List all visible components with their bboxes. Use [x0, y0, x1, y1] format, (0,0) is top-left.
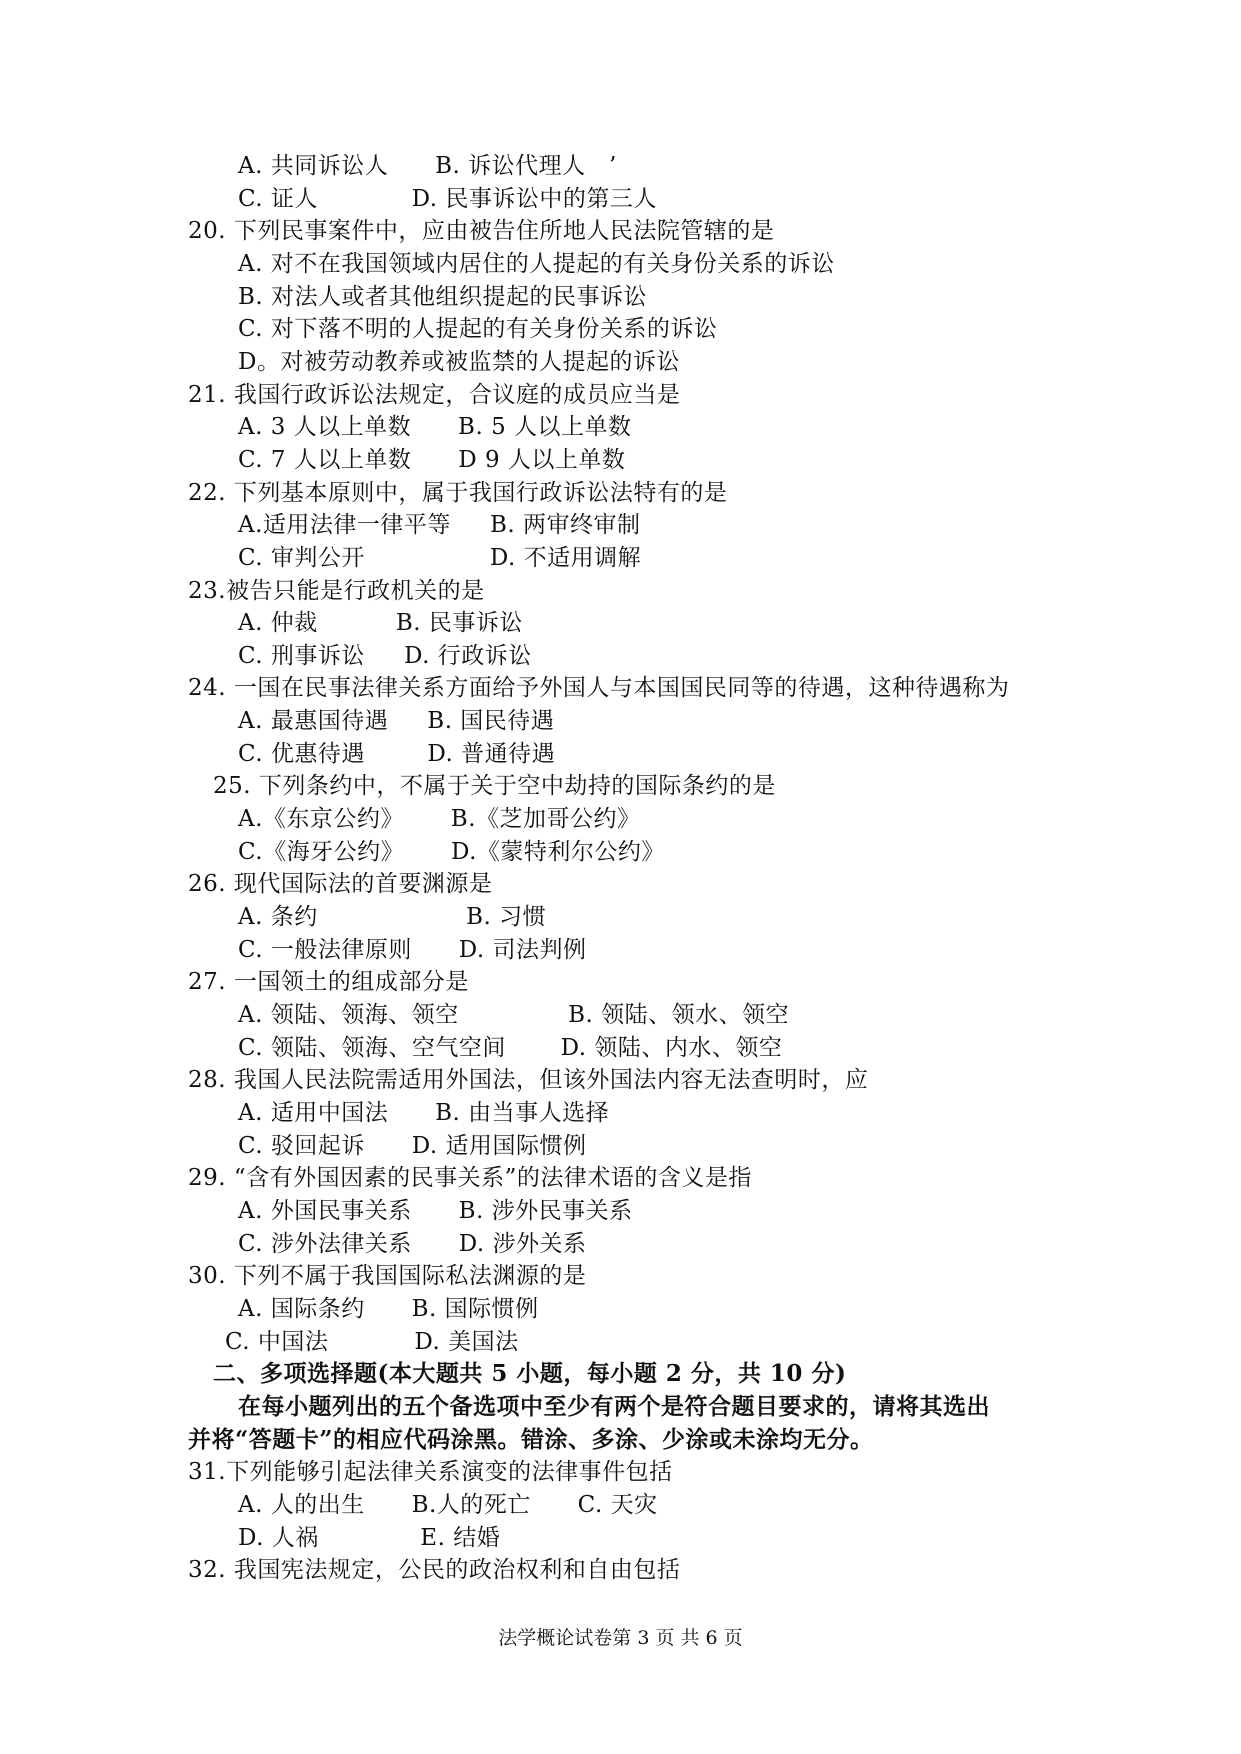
q26-option-line-1: A. 条约 B. 习惯	[238, 904, 547, 930]
q23-stem: 23.被告只能是行政机关的是	[188, 578, 485, 604]
q28-stem: 28. 我国人民法院需适用外国法，但该外国法内容无法查明时，应	[188, 1067, 869, 1093]
q20-option-c: C. 对下落不明的人提起的有关身份关系的诉讼	[238, 316, 718, 342]
q21-stem: 21. 我国行政诉讼法规定，合议庭的成员应当是	[188, 382, 681, 408]
section-2-instruction-line-2: 并将“答题卡”的相应代码涂黑。错涂、多涂、少涂或未涂均无分。	[188, 1426, 874, 1453]
q24-option-line-2: C. 优惠待遇 D. 普通待遇	[238, 741, 556, 767]
q24-option-line-1: A. 最惠国待遇 B. 国民待遇	[238, 708, 555, 734]
q21-option-line-2: C. 7 人以上单数 D 9 人以上单数	[238, 447, 626, 473]
q21-option-line-1: A. 3 人以上单数 B. 5 人以上单数	[238, 414, 632, 440]
q31-stem: 31.下列能够引起法律关系演变的法律事件包括	[188, 1459, 673, 1485]
q27-option-line-1: A. 领陆、领海、领空 B. 领陆、领水、领空	[238, 1002, 790, 1028]
q31-option-line-1: A. 人的出生 B.人的死亡 C. 天灾	[238, 1492, 658, 1518]
q30-option-line-2: C. 中国法 D. 美国法	[225, 1329, 519, 1355]
q23-option-line-1: A. 仲裁 B. 民事诉讼	[238, 610, 523, 636]
q25-stem: 25. 下列条约中，不属于关于空中劫持的国际条约的是	[213, 773, 776, 799]
q22-stem: 22. 下列基本原则中，属于我国行政诉讼法特有的是	[188, 480, 728, 506]
q30-stem: 30. 下列不属于我国国际私法渊源的是	[188, 1263, 587, 1289]
q25-option-line-2: C.《海牙公约》 D.《蒙特利尔公约》	[238, 839, 665, 865]
q19-option-line-1: A. 共同诉讼人 B. 诉讼代理人 ’	[238, 153, 617, 179]
q24-stem: 24. 一国在民事法律关系方面给予外国人与本国国民同等的待遇，这种待遇称为	[188, 675, 1010, 701]
q28-option-line-2: C. 驳回起诉 D. 适用国际惯例	[238, 1133, 587, 1159]
page-footer: 法学概论试卷第 3 页 共 6 页	[498, 1627, 743, 1649]
q29-stem: 29. “含有外国因素的民事关系”的法律术语的含义是指	[188, 1165, 752, 1191]
q29-option-line-1: A. 外国民事关系 B. 涉外民事关系	[238, 1198, 633, 1224]
q22-option-line-2: C. 审判公开 D. 不适用调解	[238, 545, 642, 571]
q25-option-line-1: A.《东京公约》 B.《芝加哥公约》	[238, 806, 641, 832]
q30-option-line-1: A. 国际条约 B. 国际惯例	[238, 1296, 539, 1322]
q22-option-line-1: A.适用法律一律平等 B. 两审终审制	[238, 512, 641, 538]
q20-option-a: A. 对不在我国领域内居住的人提起的有关身份关系的诉讼	[238, 251, 835, 277]
q29-option-line-2: C. 涉外法律关系 D. 涉外关系	[238, 1231, 587, 1257]
q27-option-line-2: C. 领陆、领海、空气空间 D. 领陆、内水、领空	[238, 1035, 783, 1061]
q28-option-line-1: A. 适用中国法 B. 由当事人选择	[238, 1100, 610, 1126]
q23-option-line-2: C. 刑事诉讼 D. 行政诉讼	[238, 643, 532, 669]
q31-option-line-2: D. 人祸 E. 结婚	[238, 1525, 501, 1551]
q26-stem: 26. 现代国际法的首要渊源是	[188, 871, 493, 897]
q20-stem: 20. 下列民事案件中，应由被告住所地人民法院管辖的是	[188, 218, 775, 244]
q20-option-d: D。对被劳动教养或被监禁的人提起的诉讼	[238, 349, 680, 375]
section-2-instruction-line-1: 在每小题列出的五个备选项中至少有两个是符合题目要求的，请将其选出	[238, 1393, 990, 1420]
q26-option-line-2: C. 一般法律原则 D. 司法判例	[238, 937, 587, 963]
q32-stem: 32. 我国宪法规定，公民的政治权利和自由包括	[188, 1557, 681, 1583]
q27-stem: 27. 一国领土的组成部分是	[188, 969, 469, 995]
q19-option-line-2: C. 证人 D. 民事诉讼中的第三人	[238, 186, 657, 212]
q20-option-b: B. 对法人或者其他组织提起的民事诉讼	[238, 284, 648, 310]
section-2-heading: 二、多项选择题(本大题共 5 小题，每小题 2 分，共 10 分)	[213, 1360, 847, 1387]
